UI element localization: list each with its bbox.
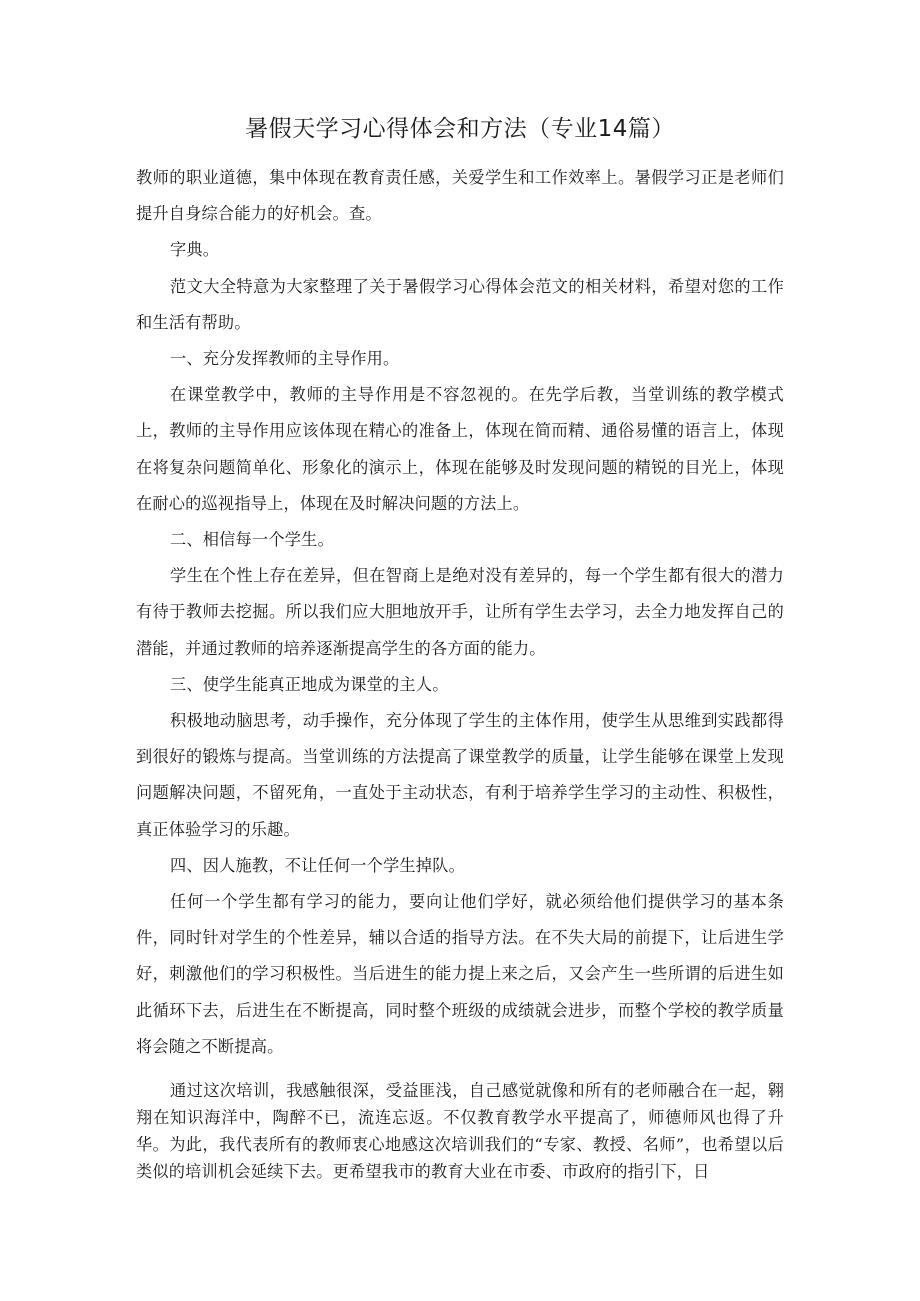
document-title: 暑假天学习心得体会和方法（专业14篇）: [245, 116, 675, 142]
paragraph-collection-note: 范文大全特意为大家整理了关于暑假学习心得体会范文的相关材料，希望对您的工作和生活有帮助。: [136, 276, 784, 332]
section-heading-4: 四、因人施教，不让任何一个学生掉队。: [170, 855, 465, 875]
section-heading-1: 一、充分发挥教师的主导作用。: [170, 349, 400, 369]
paragraph-section-1: 在课堂教学中，教师的主导作用是不容忽视的。在先学后教，当堂训练的教学模式上，教师的主导作用应该体现在精心的准备上，体现在简而精、通俗易懂的语言上，体现在将复杂问题简单化、形象化的演示上，体现在能够及时发现问题的精锐的目光上，体现在耐心的巡视指导上，体现在及时解决问题的方法上。: [136, 385, 784, 513]
document-body: [136, 160, 784, 1185]
paragraph-dictionary: 字典。: [170, 240, 220, 260]
section-heading-2: 二、相信每一个学生。: [170, 530, 334, 550]
paragraph-section-3: 积极地动脑思考，动手操作，充分体现了学生的主体作用，使学生从思维到实践都得到很好的锻炼与提高。当堂训练的方法提高了课堂教学的质量，让学生能够在课堂上发现问题解决问题，不留死角，一直处于主动状态，有利于培养学生学习的主动性、积极性，真正体验学习的乐趣。: [136, 711, 784, 839]
paragraph-section-4: 任何一个学生都有学习的能力，要向让他们学好，就必须给他们提供学习的基本条件，同时针对学生的个性差异，辅以合适的指导方法。在不失大局的前提下，让后进生学好，刺激他们的学习积极性。当后进生的能力提上来之后，又会产生一些所谓的后进生如此循环下去，后进生在不断提高，同时整个班级的成绩就会进步，而整个学校的教学质量将会随之不断提高。: [136, 892, 784, 1056]
section-heading-3: 三、使学生能真正地成为课堂的主人。: [170, 674, 449, 694]
paragraph-intro: 教师的职业道德，集中体现在教育责任感，关爱学生和工作效率上。暑假学习正是老师们提升自身综合能力的好机会。查。: [136, 168, 784, 224]
paragraph-training-reflection: 通过这次培训，我感触很深，受益匪浅，自己感觉就像和所有的老师融合在一起，翱翔在知识海洋中，陶醉不已，流连忘返。不仅教育教学水平提高了，师德师风也得了升华。为此，我代表所有的教师衷心地感这次培训我们的“专家、教授、名师”，也希望以后类似的培训机会延续下去。更希望我市的教育大业在市委、市政府的指引下，日: [136, 1081, 784, 1182]
paragraph-section-2: 学生在个性上存在差异，但在智商上是绝对没有差异的，每一个学生都有很大的潜力有待于教师去挖掘。所以我们应大胆地放开手，让所有学生去学习，去全力地发挥自己的潜能，并通过教师的培养逐渐提高学生的各方面的能力。: [136, 566, 784, 658]
